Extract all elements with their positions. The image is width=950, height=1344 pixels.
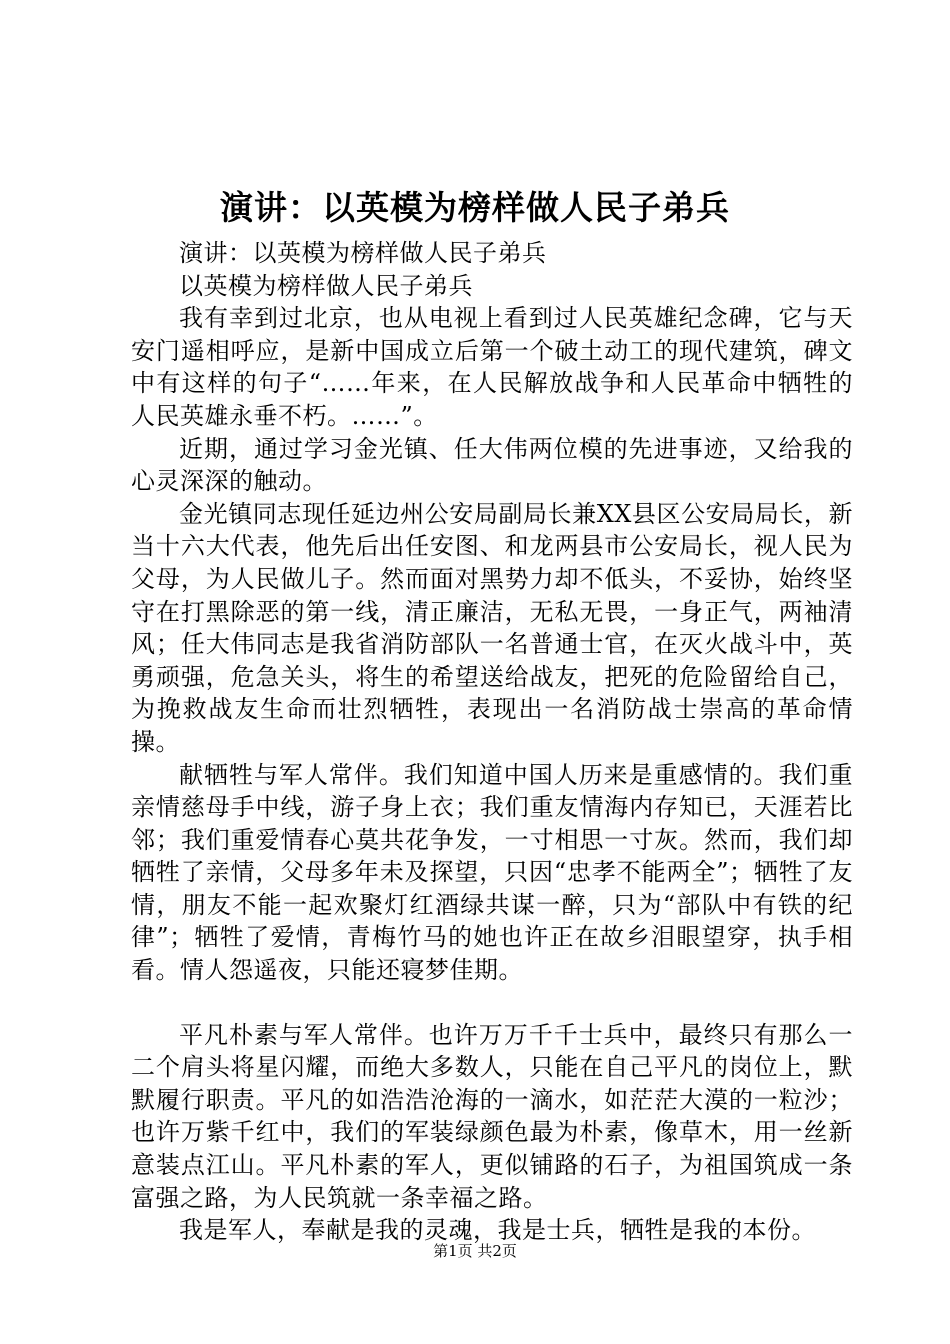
body-paragraph-1: 演讲：以英模为榜样做人民子弟兵 <box>179 239 547 267</box>
document-title: 演讲：以英模为榜样做人民子弟兵 <box>220 188 730 227</box>
body-paragraph-2: 以英模为榜样做人民子弟兵 <box>179 271 473 300</box>
document-body <box>131 237 853 1247</box>
body-paragraph-7: 平凡朴素与军人常伴。也许万万千千士兵中，最终只有那么一二个肩头将星闪耀，而绝大多数人，只能在自己平凡的岗位上，默默履行职责。平凡的如浩浩沧海的一滴水，如茫茫大漠的一粒沙；也许万紫千红中，我们的军装绿颜色最为朴素，像草木，用一丝新意装点江山。平凡朴素的军人，更似铺路的石子，为祖国筑成一条富强之路，为人民筑就一条幸福之路。 <box>131 1020 853 1212</box>
body-paragraph-5: 金光镇同志现任延边州公安局副局长兼XX县区公安局局长，新当十六大代表，他先后出任安图、和龙两县市公安局长，视人民为父母，为人民做儿子。然而面对黑势力却不低头，不妥协，始终坚守在打黑除恶的第一线，清正廉洁，无私无畏，一身正气，两袖清风；任大伟同志是我省消防部队一名普通士官，在灭火战斗中，英勇顽强，危急关头，将生的希望送给战友，把死的危险留给自己，为挽救战友生命而壮烈牺牲，表现出一名消防战士崇高的革命情操。 <box>131 499 853 756</box>
body-paragraph-6: 献牺牲与军人常伴。我们知道中国人历来是重感情的。我们重亲情慈母手中线，游子身上衣；我们重友情海内存知已，天涯若比邻；我们重爱情春心莫共花争发，一寸相思一寸灰。然而，我们却牺牲了亲情，父母多年未及探望，只因“忠孝不能两全”；牺牲了友情，朋友不能一起欢聚灯红酒绿共谋一醉，只为“部队中有铁的纪律”；牺牲了爱情，青梅竹马的她也许正在故乡泪眼望穿，执手相看。情人怨遥夜，只能还寝梦佳期。 <box>131 760 853 985</box>
body-paragraph-3: 我有幸到过北京，也从电视上看到过人民英雄纪念碑，它与天安门遥相呼应，是新中国成立后第一个破土动工的现代建筑，碑文中有这样的句子“……年来，在人民解放战争和人民革命中牺牲的人民英雄永垂不朽。……”。 <box>131 304 853 430</box>
body-paragraph-4: 近期，通过学习金光镇、任大伟两位模的先进事迹，又给我的心灵深深的触动。 <box>131 434 853 496</box>
page-number-footer: 第1页 共2页 <box>433 1242 517 1260</box>
body-paragraph-8: 我是军人，奉献是我的灵魂，我是士兵，牺牲是我的本份。 <box>179 1216 816 1245</box>
